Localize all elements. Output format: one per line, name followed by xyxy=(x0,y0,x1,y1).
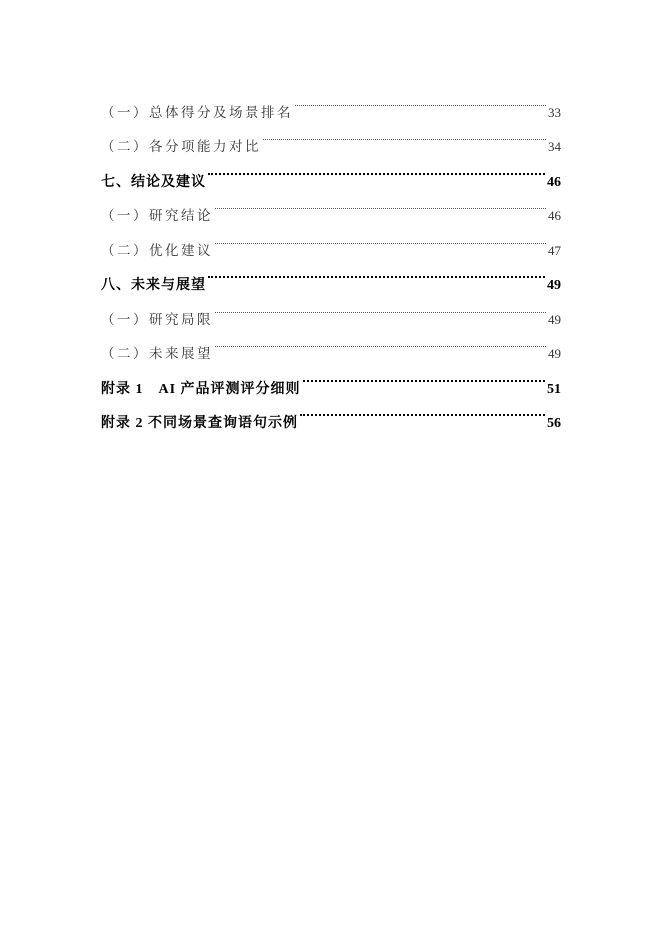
toc-page-number: 34 xyxy=(548,139,561,154)
toc-page-number: 33 xyxy=(548,104,561,120)
toc-dot-leader xyxy=(300,393,545,428)
toc-dot-leader xyxy=(215,186,546,221)
toc-dot-leader xyxy=(208,255,545,290)
toc-entry-title: 七、结论及建议 xyxy=(101,174,206,190)
toc-dot-leader xyxy=(215,220,546,255)
toc-entry-title: （一）研究局限 xyxy=(101,311,213,327)
toc-entry-overall-score[interactable] xyxy=(101,82,561,120)
toc-page-number: 49 xyxy=(548,346,561,361)
toc-dot-leader xyxy=(303,358,545,393)
toc-entry-title: （二）各分项能力对比 xyxy=(101,139,261,154)
toc-entry-title: （一）总体得分及场景排名 xyxy=(101,104,293,120)
toc-entry-title: 附录 2 不同场景查询语句示例 xyxy=(101,416,298,431)
toc-entry-title: 附录 1 AI 产品评测评分细则 xyxy=(101,381,301,397)
toc-page-number: 46 xyxy=(548,208,561,223)
toc-dot-leader xyxy=(263,117,546,152)
toc-entry-title: （一）研究结论 xyxy=(101,208,213,223)
toc-entry-title: （二）未来展望 xyxy=(101,346,213,361)
toc-page-number: 51 xyxy=(547,381,561,397)
toc-dot-leader xyxy=(295,82,546,117)
toc-dot-leader xyxy=(215,289,546,324)
toc-page-number: 49 xyxy=(547,278,561,293)
toc-page-number: 47 xyxy=(548,242,561,258)
toc-entry-title: （二）优化建议 xyxy=(101,242,213,258)
toc-page-number: 56 xyxy=(547,416,561,431)
toc-page-number: 46 xyxy=(547,174,561,190)
table-of-contents xyxy=(101,82,561,431)
toc-dot-leader xyxy=(208,151,545,186)
toc-entry-title: 八、未来与展望 xyxy=(101,278,206,293)
toc-dot-leader xyxy=(215,324,546,359)
toc-page-number: 49 xyxy=(548,311,561,327)
